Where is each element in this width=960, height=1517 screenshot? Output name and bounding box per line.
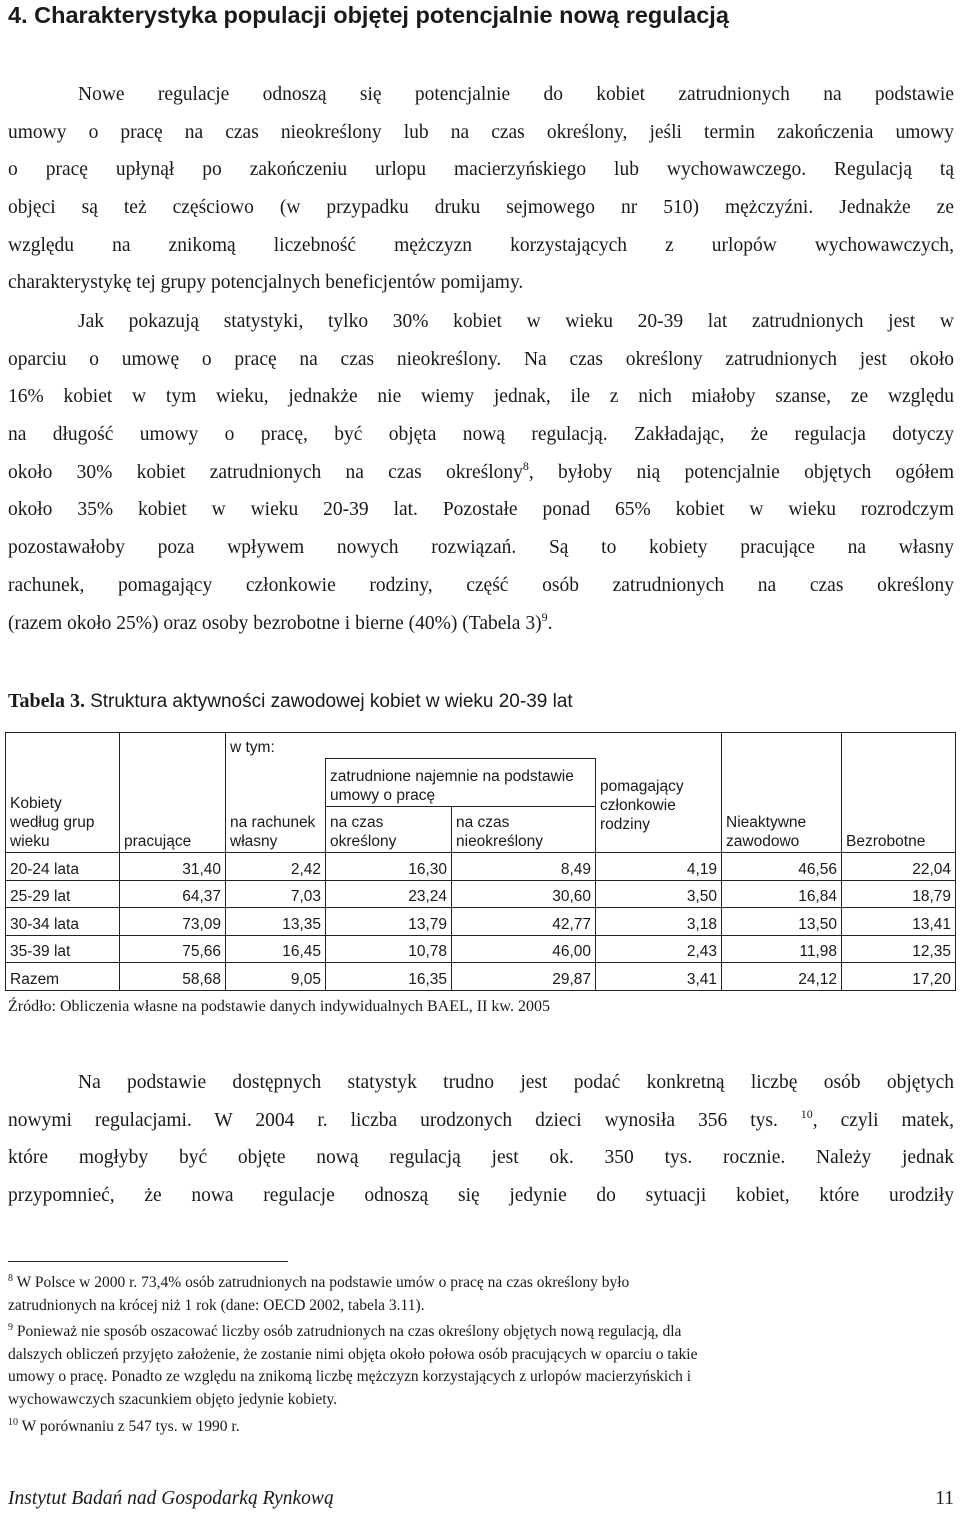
footnote-text: umowy o pracę. Ponadto ze względu na znikomą liczbę mężczyzn korzystających z urlopów macierzyńskich i [8, 1368, 692, 1385]
footnote-ref-8: 8 [522, 458, 529, 473]
cell: 24,12 [722, 963, 842, 991]
cell: 75,66 [120, 935, 226, 963]
cell: 73,09 [120, 908, 226, 936]
footnote-number: 8 [8, 1273, 13, 1284]
activity-table [5, 732, 956, 991]
cell: 46,00 [452, 935, 596, 963]
footnote-ref-10: 10 [800, 1106, 813, 1121]
footer-institute: Instytut Badań nad Gospodarką Rynkową [8, 1488, 334, 1509]
text-line-with-footnote [8, 1102, 954, 1140]
text-run: , byłoby nią potencjalnie objętych ogółem [528, 461, 954, 483]
cell: 16,35 [326, 963, 452, 991]
cell: 16,30 [326, 853, 452, 881]
text-line: na długość umowy o pracę, być objęta nową regulacją. Zakładając, że regulacja dotyczy [8, 424, 954, 446]
cell: 13,41 [842, 908, 956, 936]
row-label: 35-39 lat [6, 935, 120, 963]
table-row [6, 880, 956, 908]
text-line-with-footnote [8, 605, 954, 643]
table-row [6, 853, 956, 881]
cell: 42,77 [452, 908, 596, 936]
footnote-number: 9 [8, 1322, 13, 1333]
table-row [6, 908, 956, 936]
cell: 29,87 [452, 963, 596, 991]
cell: 16,45 [226, 935, 326, 963]
table-caption [8, 690, 573, 713]
text-line: względu na znikomą liczebność mężczyzn korzystających z urlopów wychowawczych, [8, 234, 954, 256]
table-row-total [6, 963, 956, 991]
row-label: 25-29 lat [6, 880, 120, 908]
page-number: 11 [935, 1488, 954, 1509]
row-label: Razem [6, 963, 120, 991]
cell: 2,42 [226, 853, 326, 881]
footnote-ref-9: 9 [541, 609, 548, 624]
header-working: pracujące [120, 733, 226, 853]
row-label: 30-34 lata [6, 908, 120, 936]
cell: 3,41 [596, 963, 722, 991]
table-row [6, 935, 956, 963]
cell: 13,79 [326, 908, 452, 936]
cell: 23,24 [326, 880, 452, 908]
text-line: charakterystykę tej grupy potencjalnych beneficjentów pomijamy. [8, 272, 524, 294]
section-heading: 4. Charakterystyka populacji objętej potencjalnie nową regulacją [8, 2, 729, 28]
text-run: . [547, 612, 553, 634]
cell: 8,49 [452, 853, 596, 881]
cell: 64,37 [120, 880, 226, 908]
cell: 13,50 [722, 908, 842, 936]
text-line: pozostawałoby poza wpływem nowych rozwiązań. Są to kobiety pracujące na własny [8, 537, 954, 559]
text-line: Jak pokazują statystyki, tylko 30% kobiet w wieku 20-39 lat zatrudnionych jest w [78, 311, 954, 332]
header-unemployed: Bezrobotne [842, 733, 956, 853]
footnote-text: W Polsce w 2000 r. 73,4% osób zatrudnionych na podstawie umów o pracę na czas określony było [16, 1274, 630, 1291]
paragraph-1 [8, 76, 954, 302]
text-line: Na podstawie dostępnych statystyk trudno jest podać konkretną liczbę osób objętych [78, 1072, 954, 1093]
footnote-number: 10 [8, 1417, 18, 1428]
footnote-text: W porównaniu z 547 tys. w 1990 r. [21, 1418, 240, 1435]
header-fixed-term: na czas określony [326, 807, 452, 853]
cell: 58,68 [120, 963, 226, 991]
row-label: 20-24 lata [6, 853, 120, 881]
paragraph-2 [8, 303, 954, 642]
text-line: około 35% kobiet w wieku 20-39 lat. Pozostałe ponad 65% kobiet w wieku rozrodczym [8, 499, 954, 521]
cell: 31,40 [120, 853, 226, 881]
cell: 18,79 [842, 880, 956, 908]
text-run: , czyli matek, [812, 1109, 954, 1131]
cell: 9,05 [226, 963, 326, 991]
cell: 2,43 [596, 935, 722, 963]
text-line: objęci są też częściowo (w przypadku druku sejmowego nr 510) mężczyźni. Jednakże ze [8, 197, 954, 219]
cell: 11,98 [722, 935, 842, 963]
text-run: nowymi regulacjami. W 2004 r. liczba urodzonych dzieci wynosiła 356 tys. [8, 1109, 778, 1131]
text-line-with-footnote [8, 454, 954, 492]
cell: 4,19 [596, 853, 722, 881]
footnote-text: Ponieważ nie sposób oszacować liczby osób zatrudnionych na czas określony objętych nową regulacją, dla [16, 1323, 682, 1340]
text-line: rachunek, pomagający członkowie rodziny, część osób zatrudnionych na czas określony [8, 574, 954, 596]
text-line: 16% kobiet w tym wieku, jednakże nie wiemy jednak, ile z nich miałoby szanse, ze względu [8, 386, 954, 408]
cell: 10,78 [326, 935, 452, 963]
cell: 16,84 [722, 880, 842, 908]
cell: 12,35 [842, 935, 956, 963]
table-source: Źródło: Obliczenia własne na podstawie danych indywidualnych BAEL, II kw. 2005 [8, 998, 550, 1015]
footnote-text: wychowawczych szacunkiem objęto jedynie kobiety. [8, 1390, 338, 1408]
header-indefinite: na czas nieokreślony [452, 807, 596, 853]
footnote-8 [8, 1272, 954, 1317]
page-footer [8, 1488, 954, 1510]
header-employed: zatrudnione najemnie na podstawie umowy o pracę [326, 759, 596, 807]
cell: 3,50 [596, 880, 722, 908]
text-line: które mogłyby być objęte nową regulacją jest ok. 350 tys. rocznie. Należy jednak [8, 1147, 954, 1169]
footnote-text: zatrudnionych na krócej niż 1 rok (dane: OECD 2002, tabela 3.11). [8, 1296, 425, 1314]
text-line: oparciu o umowę o pracę na czas nieokreślony. Na czas określony zatrudnionych jest około [8, 348, 954, 370]
header-group: Kobiety według grup wieku [6, 733, 120, 853]
cell: 46,56 [722, 853, 842, 881]
header-own-account: na rachunek własny [226, 759, 326, 853]
cell: 17,20 [842, 963, 956, 991]
cell: 7,03 [226, 880, 326, 908]
text-run: (razem około 25%) oraz osoby bezrobotne i bierne (40%) (Tabela 3) [8, 612, 542, 634]
text-line: umowy o pracę na czas nieokreślony lub na czas określony, jeśli termin zakończenia umowy [8, 121, 954, 143]
footnote-separator [8, 1261, 288, 1262]
text-line: Nowe regulacje odnoszą się potencjalnie do kobiet zatrudnionych na podstawie [78, 84, 954, 105]
header-inactive: Nieaktywne zawodowo [722, 733, 842, 853]
text-run: około 30% kobiet zatrudnionych na czas określony [8, 461, 523, 483]
cell: 22,04 [842, 853, 956, 881]
footnote-9 [8, 1321, 954, 1411]
footnote-text: dalszych obliczeń przyjęto założenie, że zostanie nimi objęta około połowa osób pracujących w oparciu o takie [8, 1345, 698, 1363]
table-caption-label: Tabela 3. [8, 690, 86, 712]
cell: 30,60 [452, 880, 596, 908]
cell: 13,35 [226, 908, 326, 936]
table-caption-text: Struktura aktywności zawodowej kobiet w wieku 20-39 lat [90, 691, 573, 712]
cell: 3,18 [596, 908, 722, 936]
paragraph-3 [8, 1064, 954, 1215]
footnote-10 [8, 1416, 954, 1439]
text-line: przypomnieć, że nowa regulacje odnoszą się jedynie do sytuacji kobiet, które urodziły [8, 1185, 954, 1207]
text-line: o pracę upłynął po zakończeniu urlopu macierzyńskiego lub wychowawczego. Regulacją tą [8, 159, 954, 181]
header-of-which: w tym: [226, 733, 722, 759]
header-helping: pomagający członkowie rodziny [596, 759, 722, 853]
